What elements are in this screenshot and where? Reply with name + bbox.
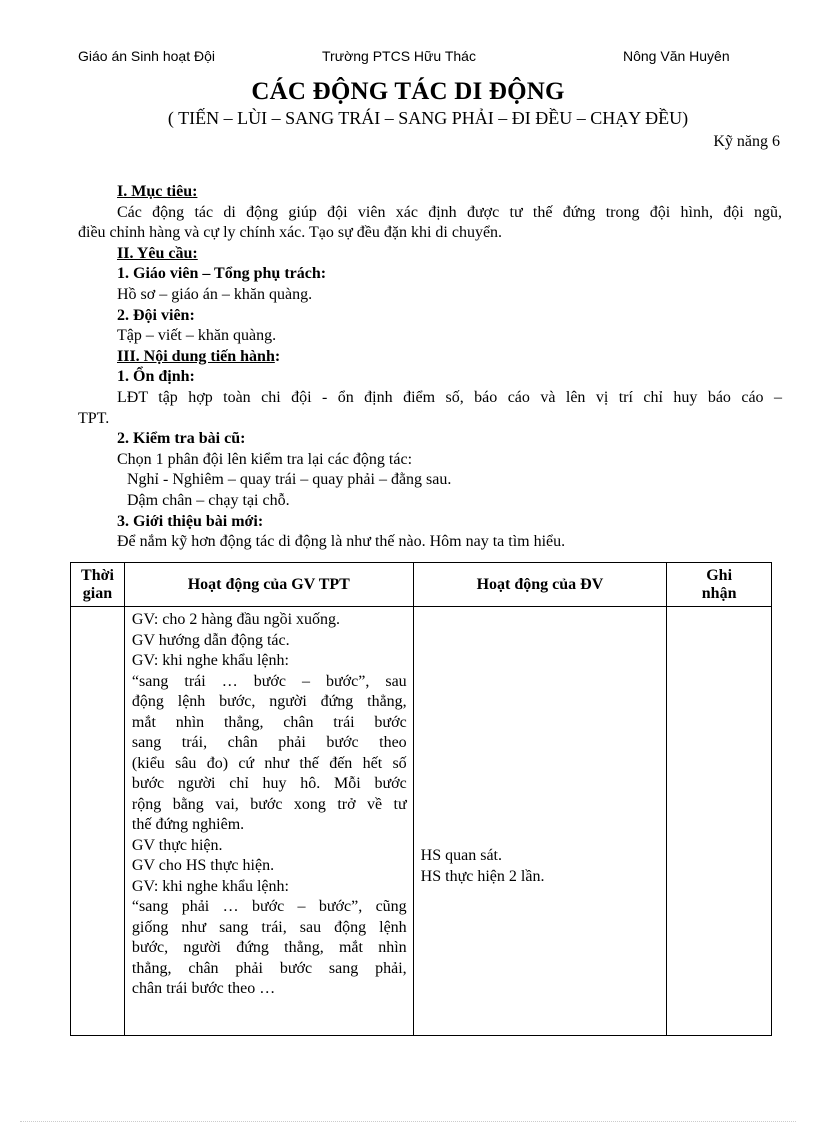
header-notes	[667, 563, 772, 607]
student-line: HS thực hiện 2 lần.	[420, 867, 545, 885]
teacher-line: GV: khi nghe khẩu lệnh:	[131, 877, 289, 895]
requirements-member-heading: 2. Đội viên:	[117, 306, 195, 324]
page-bottom-divider	[20, 1121, 796, 1122]
requirements-member-text: Tập – viết – khăn quàng.	[117, 327, 277, 345]
table-header-row	[71, 563, 772, 607]
teacher-line: “sang phải … bước – bước”, cũng	[131, 898, 407, 915]
teacher-line: GV: cho 2 hàng đầu ngồi xuống.	[131, 611, 341, 628]
teacher-line: GV hướng dẫn động tác.	[131, 631, 290, 649]
requirements-teacher-text: Hồ sơ – giáo án – khăn quàng.	[117, 285, 313, 303]
content-stabilize-line1: LĐT tập hợp toàn chi đội - ổn định điểm số, báo cáo và lên vị trí chỉ huy báo cáo –	[117, 388, 782, 406]
cell-time	[71, 607, 125, 1036]
document-body	[78, 182, 782, 553]
teacher-line: chân trái bước theo …	[131, 980, 276, 997]
teacher-line: rộng bằng vai, bước xong trở về tư	[131, 795, 407, 813]
section-content-heading-text: III. Nội dung tiến hành	[117, 347, 275, 365]
header-notes-line1: Ghi	[706, 566, 733, 584]
header-right: Nông Văn Huyên	[623, 48, 730, 64]
teacher-line: giống như sang trái, sau động lệnh	[131, 918, 407, 936]
content-intro-line1: Để nắm kỹ hơn động tác di động là như thế nào. Hôm nay ta tìm hiểu.	[117, 533, 566, 551]
header-time-line2: gian	[82, 584, 113, 602]
teacher-line: động lệnh bước, người đứng thẳng,	[131, 693, 407, 710]
cell-student-activity	[413, 607, 667, 1036]
content-intro-heading: 3. Giới thiệu bài mới:	[117, 512, 264, 530]
objectives-text-line2: điều chỉnh hàng và cự ly chính xác. Tạo sự đều đặn khi di chuyển.	[78, 224, 503, 242]
header-time-line1: Thời	[81, 566, 114, 584]
document-subtitle: ( TIẾN – LÙI – SANG TRÁI – SANG PHẢI – ĐI ĐỀU – CHẠY ĐỀU)	[167, 108, 689, 128]
content-review-heading: 2. Kiểm tra bài cũ:	[117, 430, 246, 448]
teacher-line: (kiểu sâu đo) cứ như thế đến hết số	[131, 754, 407, 772]
teacher-line: bước, người đứng thẳng, mắt nhìn	[131, 939, 407, 956]
header-student-activity: Hoạt động của ĐV	[413, 563, 667, 607]
teacher-line: GV: khi nghe khẩu lệnh:	[131, 652, 289, 669]
teacher-line: thế đứng nghiêm.	[131, 816, 245, 833]
requirements-teacher-heading: 1. Giáo viên – Tổng phụ trách:	[117, 265, 327, 283]
content-review-line2: Nghỉ - Nghiêm – quay trái – quay phải – đằng sau.	[127, 471, 452, 489]
page-header	[0, 48, 816, 68]
cell-teacher-activity	[124, 607, 413, 1036]
cell-notes	[667, 607, 772, 1036]
document-title: CÁC ĐỘNG TÁC DI ĐỘNG	[251, 78, 565, 105]
skill-label: Kỹ năng 6	[713, 133, 780, 150]
content-stabilize-line2: TPT.	[78, 409, 110, 427]
activity-table	[70, 562, 772, 1036]
section-requirements-heading: II. Yêu cầu:	[117, 244, 198, 262]
teacher-line: “sang trái … bước – bước”, sau	[131, 672, 407, 690]
content-review-line3: Dậm chân – chạy tại chỗ.	[127, 491, 290, 509]
table-row	[71, 607, 772, 1036]
teacher-line: bước người chỉ huy hô. Mỗi bước	[131, 775, 407, 792]
section-content-heading	[78, 347, 782, 368]
teacher-line: thẳng, chân phải bước sang phải,	[131, 959, 407, 977]
objectives-text-line1: Các động tác di động giúp đội viên xác định được tư thế đứng trong đội hình, đội ngũ,	[117, 203, 782, 221]
teacher-line: GV thực hiện.	[131, 836, 223, 854]
header-teacher-activity: Hoạt động của GV TPT	[124, 563, 413, 607]
section-content-heading-colon: :	[274, 347, 281, 365]
header-time	[71, 563, 125, 607]
header-notes-line2: nhận	[701, 584, 737, 602]
header-center: Trường PTCS Hữu Thác	[322, 48, 476, 64]
header-left: Giáo án Sinh hoạt Đội	[78, 48, 215, 64]
teacher-line: mắt nhìn thẳng, chân trái bước	[131, 713, 407, 731]
content-stabilize-heading: 1. Ổn định:	[117, 368, 195, 386]
student-line: HS quan sát.	[420, 847, 502, 864]
teacher-line: sang trái, chân phải bước theo	[131, 734, 407, 751]
teacher-line: GV cho HS thực hiện.	[131, 857, 275, 874]
content-review-line1: Chọn 1 phân đội lên kiểm tra lại các động tác:	[117, 450, 413, 468]
section-objectives-heading: I. Mục tiêu:	[117, 183, 198, 200]
